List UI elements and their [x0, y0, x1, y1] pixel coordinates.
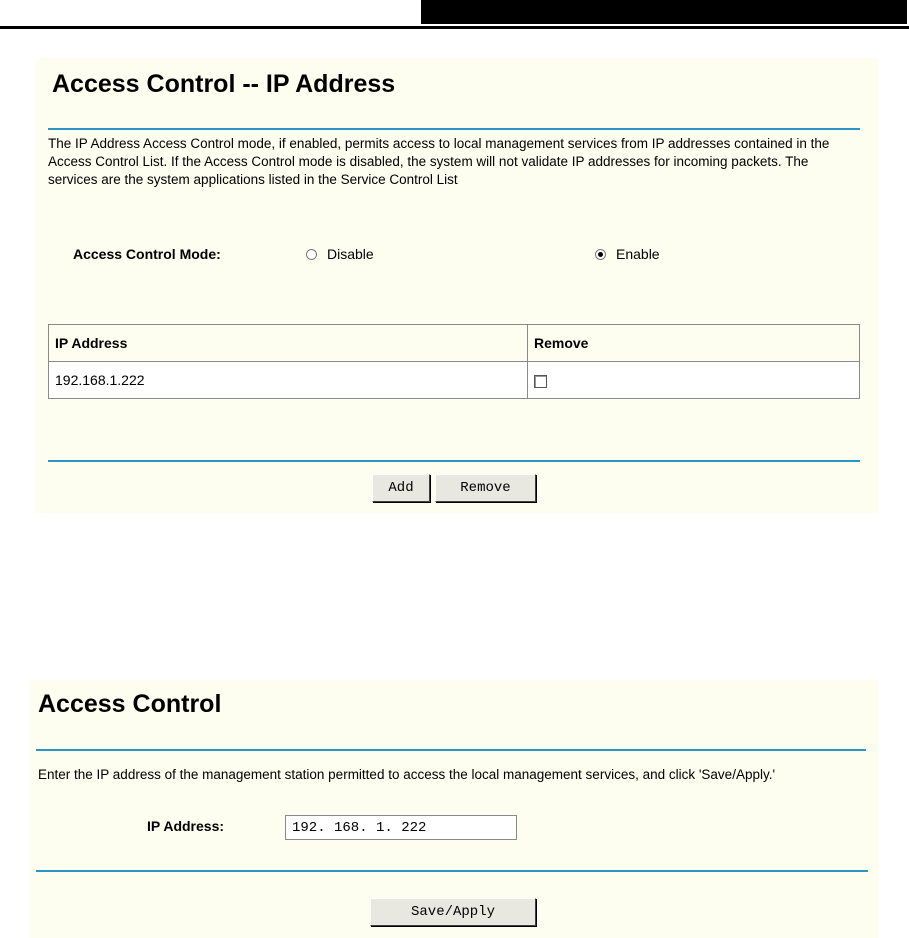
remove-column-header: Remove	[528, 325, 860, 362]
remove-checkbox[interactable]	[534, 375, 547, 388]
radio-disable[interactable]	[306, 246, 374, 262]
radio-enable[interactable]	[595, 246, 660, 262]
access-control-ip-panel	[35, 58, 879, 513]
bottom-divider	[48, 460, 860, 462]
section2-bottom-divider	[36, 870, 868, 872]
header-rule	[0, 26, 909, 29]
access-control-mode-label: Access Control Mode:	[73, 246, 221, 262]
ip-address-column-header: IP Address	[49, 325, 528, 362]
radio-enable-circle[interactable]	[595, 249, 606, 260]
radio-disable-label: Disable	[327, 246, 374, 262]
section-title: Access Control	[38, 690, 222, 718]
add-button[interactable]: Add	[372, 474, 430, 502]
remove-button[interactable]: Remove	[435, 474, 536, 502]
radio-disable-circle[interactable]	[306, 249, 317, 260]
table-header-row	[49, 325, 860, 362]
header-black-bar	[421, 0, 907, 24]
ip-address-cell: 192.168.1.222	[49, 362, 528, 399]
page-title: Access Control -- IP Address	[52, 70, 396, 98]
table-row	[49, 362, 860, 399]
top-divider	[48, 128, 860, 130]
mode-description: The IP Address Access Control mode, if enabled, permits access to local management services from IP addresses contained in the Access Control List. If the Access Control mode is disabled, the system will not validate IP addresses for incoming packets. The services are the system applications listed in the Service Control List	[48, 136, 830, 187]
section2-top-divider	[36, 749, 866, 751]
ip-address-label: IP Address:	[147, 818, 225, 834]
ip-address-input[interactable]	[285, 815, 517, 840]
save-apply-button[interactable]: Save/Apply	[370, 898, 536, 926]
ip-entry-description: Enter the IP address of the management station permitted to access the local management services, and click 'Save/Apply.'	[38, 767, 776, 782]
remove-cell	[528, 362, 860, 399]
radio-enable-label: Enable	[616, 246, 660, 262]
ip-access-table	[48, 324, 860, 399]
